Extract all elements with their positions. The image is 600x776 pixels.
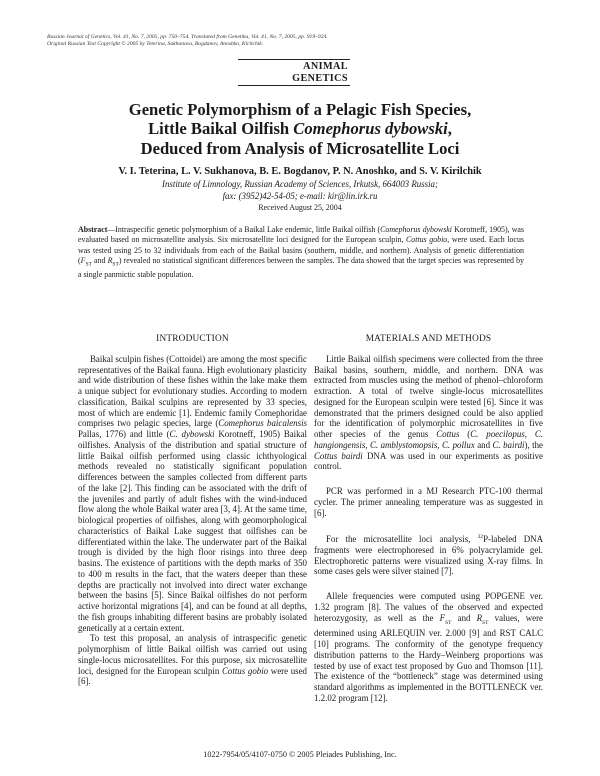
methods-paragraph-1 (314, 354, 543, 472)
methods-species: C. poecilopus (470, 429, 525, 439)
abstract-text: and (91, 255, 108, 265)
running-header-line1: Russian Journal of Genetics, Vol. 41, No. 7, 2005, pp. 750–754. Translated from Genetika, Vol. 41, No. 7, 2005, pp. 919–924. (47, 34, 328, 40)
intro-paragraph-2 (78, 633, 307, 687)
section-tag-line2: GENETICS (292, 72, 348, 84)
abstract-text: —Intraspecific genetic polymorphism of a Baikal Lake endemic, little Baikal oilfish ( (107, 225, 381, 234)
affiliation (40, 179, 560, 202)
fst-subscript: ST (445, 619, 452, 626)
intro-text: were used [6]. (78, 665, 307, 687)
methods-text: , (365, 439, 370, 450)
methods-text: DNA was used in our experiments as positive control. (314, 450, 543, 472)
intro-species: C. dybowski (169, 429, 215, 439)
abstract-rst-subscript: ST (112, 261, 119, 268)
rst-symbol: R (476, 612, 483, 623)
intro-text: Baikal sculpin fishes (Cottoidei) are among the most specific representatives of the Baikal fauna. High evolutionary plasticity and wide distribution of these fishes within the lake make them a unique subject for evolutionary studies. According to modern classification, Baikal sculpins are represented by 33 species, most of which are endemic [1]. Endemic family Comephoridae comprises two pelagic species, large ( (78, 353, 307, 429)
abstract-species: Cottus gobio (406, 235, 448, 245)
methods-text: values, were determined using ARLEQUIN ver. 2.000 [9] and RST CALC [10] programs. The conformity of the genotype frequency distribution patterns to the Hardy–Weinberg proportions was tested by use of exact test proposed by Guo and Thomson [11]. The existence of the “bottleneck” stage was determined using standard algorithms as implemented in the BOTTLENECK ver. 1.2.02 program [12]. (314, 612, 543, 703)
title-line3: Deduced from Analysis of Microsatellite Loci (140, 138, 460, 158)
abstract-fst-subscript: ST (85, 261, 92, 268)
section-tag-bottom-rule (238, 85, 350, 86)
methods-text: , (524, 429, 535, 439)
methods-text: Allele frequencies were computed using POPGENE ver. 1.32 program [8]. The values of the observed and expected heterozygosity, as well as the (314, 591, 543, 623)
running-header (47, 34, 547, 48)
abstract-fst-symbol: F (80, 255, 86, 265)
methods-text: and (451, 612, 477, 623)
methods-species: Cottus (436, 429, 460, 439)
abstract-text: , were used. Each locus was tested using 25 to 32 individuals from each of the Baikal basins (southern, middle, and northern). Analysis of genetic differentiation ( (78, 235, 524, 265)
abstract-text: ) revealed no statistical significant differences between the samples. The data showed that the target species was represented by a single panmictic stable population. (78, 255, 524, 279)
abstract-text: Korotneff, 1905), was evaluated based on microsatellite analysis. Six microsatellite loci designed for the European sculpin, (78, 225, 524, 245)
author-list: V. I. Teterina, L. V. Sukhanova, B. E. Bogdanov, P. N. Anoshko, and S. V. Kirilchik (118, 166, 482, 177)
right-column (314, 334, 543, 704)
affiliation-institute: Institute of Limnology, Russian Academy of Sciences, Irkutsk, 664003 Russia; (162, 179, 438, 189)
left-column (78, 334, 307, 687)
methods-species: C. amblystomopsis (369, 439, 438, 450)
title-line1: Genetic Polymorphism of a Pelagic Fish Species, (128, 100, 472, 119)
abstract-species: Comephorus dybowski (380, 225, 452, 234)
section-tag-top-rule (238, 59, 350, 60)
intro-text: Korotneff, 1905) Baikal oilfishes. Analysis of the distribution and spatial structure of little Baikal oilfish performed using classic ichthyological methods revealed no statistically significant population differences between the samples collected from different parts of the lake [2]. This finding can be associated with the drift of the juveniles and partly of adult fishes with the wind-induced flow along the whole Baikal water area [3, 4]. At the same time, biological properties of oilfishes, along with geomorphological characteristics of Baikal Lake suggest that oilfishes can be differentiated within the lake. The underwater part of the Baikal trough is divided by the high floor risings into three deep basins. The existence of partitions with the depth marks of 350 to 400 m results in the fact, that the waters deeper than these depths are practically not involved into direct water exchange between the basins [5]. Since Baikal oilfishes do not perform active horizontal migrations [4], and can be found at all depths, the fish groups inhabiting different basins are probably isolated genetically at a certain extent. (78, 429, 307, 633)
methods-text: ), the (524, 439, 543, 450)
affiliation-contact: fax: (3952)42-54-05; e-mail: kir@lin.irk.ru (222, 190, 378, 201)
methods-text: For the microsatellite loci analysis, (326, 534, 478, 545)
methods-text: Little Baikal oilfish specimens were collected from the three Baikal basins, southern, middle, and northern. DNA was extracted from muscles using the method of phenol–chloroform extraction. A total of twelve single-locus microsatellites designed for the European sculpin were tested [6]. Since it was demonstrated that the primers designed could be also applied for the identification of polymorphic microsatellites in five other species of the genus (314, 353, 543, 439)
intro-paragraph-1 (78, 354, 307, 634)
methods-species: C. hangiongensis (314, 429, 543, 450)
abstract-label: Abstract (78, 225, 108, 234)
abstract-rst-symbol: R (107, 255, 113, 265)
abstract (78, 225, 524, 280)
methods-text: , (437, 439, 442, 450)
introduction-heading: INTRODUCTION (156, 334, 229, 344)
methods-paragraph-2: PCR was performed in a MJ Research PTC-100 thermal cycler. The primer annealing temperature was as suggested in [6]. (314, 486, 543, 518)
article-title (40, 100, 560, 158)
intro-species: Comephorus baicalensis (218, 418, 307, 429)
title-species-name: Comephorus dybowski (293, 119, 448, 139)
methods-text: ( (459, 429, 471, 439)
methods-text: P-labeled DNA fragments were electrophoresed in 6% polyacrylamide gel. Electrophoretic patterns were visualized using X-ray films. In some cases gels were silver stained [7]. (314, 534, 543, 577)
section-tag-line1: ANIMAL (303, 61, 348, 72)
intro-text: Pallas, 1776) and little ( (78, 429, 170, 439)
methods-paragraph-3 (314, 532, 543, 577)
fst-symbol: F (439, 612, 446, 623)
methods-heading: MATERIALS AND METHODS (365, 334, 492, 344)
methods-species: C. bairdi (492, 439, 525, 450)
rst-subscript: ST (482, 619, 489, 626)
title-line2 (40, 119, 560, 138)
section-tag (240, 61, 348, 84)
received-date: Received August 25, 2004 (258, 203, 342, 212)
intro-species: Cottus gobio (222, 665, 269, 676)
title-line2-comma: , (447, 119, 452, 139)
methods-text: and (474, 439, 493, 450)
methods-species: Cottus bairdi (314, 450, 363, 461)
methods-paragraph-4 (314, 591, 543, 703)
isotope-superscript: 32 (477, 534, 484, 541)
copyright-footer: 1022-7954/05/4107-0750 © 2005 Pleiades Publishing, Inc. (203, 750, 397, 759)
methods-species: C. pollux (441, 439, 475, 450)
intro-text: To test this proposal, an analysis of intraspecific genetic polymorphism of little Baikal oilfish was carried out using single-locus microsatellites. For this purpose, six microsatellite loci, designed for the European sculpin (78, 633, 307, 676)
running-header-line2: Original Russian Text Copyright © 2005 by Teterina, Sukhanova, Bogdanov, Anoshko, Kirilchik. (47, 41, 264, 48)
title-line2-text: Little Baikal Oilfish (148, 119, 294, 139)
